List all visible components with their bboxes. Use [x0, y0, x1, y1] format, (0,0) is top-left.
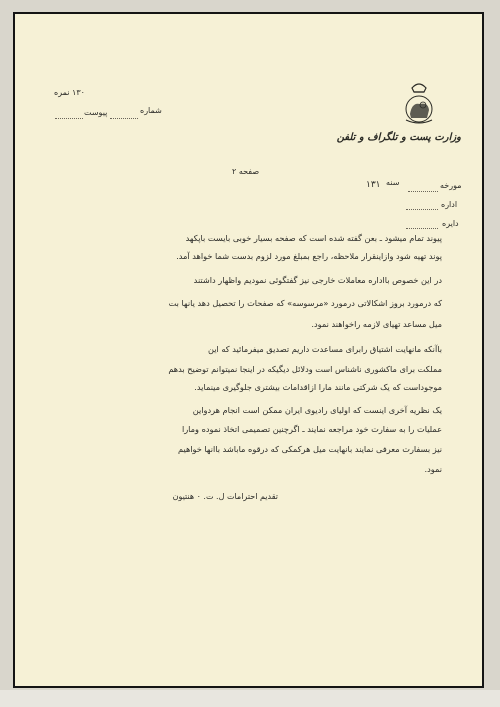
lion-and-sun-emblem-icon — [402, 80, 436, 126]
number-label: نمره — [54, 88, 70, 97]
body-line-4: که درمورد بروز اشکالاتی درمورد «مرسوسه» که صفحات را تحصیل دهد یانها بت — [168, 298, 442, 308]
body-line-7: مملکت برای ماکشوری ناشناس است ودلائل دیگیکه در اینجا نمیتوانم توضیح بدهم — [168, 364, 442, 374]
body-line-3: در این خصوص بااداره معاملات خارجی نیز گفتگوئی نمودیم واظهار داشتند — [193, 275, 442, 285]
date-line — [408, 191, 438, 192]
body-line-2: پوند تهیه شود وازاینقرار ملاحظه، راجع بمبلغ مورد لزوم بدست شما خواهد آمد. — [176, 251, 442, 261]
peyvast-line — [55, 118, 83, 119]
number-value: ۱۳۰ — [72, 88, 85, 97]
body-line-9: یک نظریه آخری اینست که اولیای رادیوی ایران ممکن است انجام هردواین — [192, 405, 442, 415]
ministry-name: وزارت پست و تلگراف و تلفن — [336, 132, 461, 143]
body-line-5: میل مساعد تهیای لازمه راخواهند نمود. — [311, 319, 442, 329]
body-line-11: نیز بسفارت معرفی نمایند بانهایت میل هرکمکی که درقوه ماباشد باانها خواهیم — [178, 444, 442, 454]
body-line-8: موجوداست که یک شرکتی مانند مارا ازاقدامات بیشتری جلوگیری مینماید. — [194, 382, 442, 392]
body-line-12: نمود. — [424, 464, 442, 474]
dayereh-label: دایره — [442, 219, 459, 228]
peyvast-label: پیوست — [84, 108, 108, 117]
closing-line: تقدیم احترامات ل. ت. ۰ هنتیون — [172, 492, 278, 501]
number-field — [54, 88, 85, 97]
page-number: صفحه ۲ — [232, 167, 260, 176]
body-line-6: باآنکه مانهایت اشتیاق رابرای مساعدت داریم تصدیق میفرمائید که این — [207, 344, 442, 354]
sanah-label: سنه — [386, 178, 400, 187]
body-line-1: پیوند تمام میشود ـ بعن گفته شده است که صفحه بسیار خوبی بایست باپکهد — [185, 233, 442, 243]
scan-bottom-margin — [0, 690, 500, 707]
shomareh-label: شماره — [140, 106, 162, 115]
date-label: مورخه — [440, 181, 462, 190]
year-value: ۱۳۱ — [366, 180, 381, 190]
body-line-10: عملیات را به سفارت خود مراجعه نمایند ـ اگرچنین تصمیمی اتخاذ نموده ومارا — [181, 424, 442, 434]
dayereh-line — [406, 228, 438, 229]
edareh-line — [406, 209, 438, 210]
shomareh-line — [110, 118, 138, 119]
edareh-label: اداره — [441, 200, 458, 209]
